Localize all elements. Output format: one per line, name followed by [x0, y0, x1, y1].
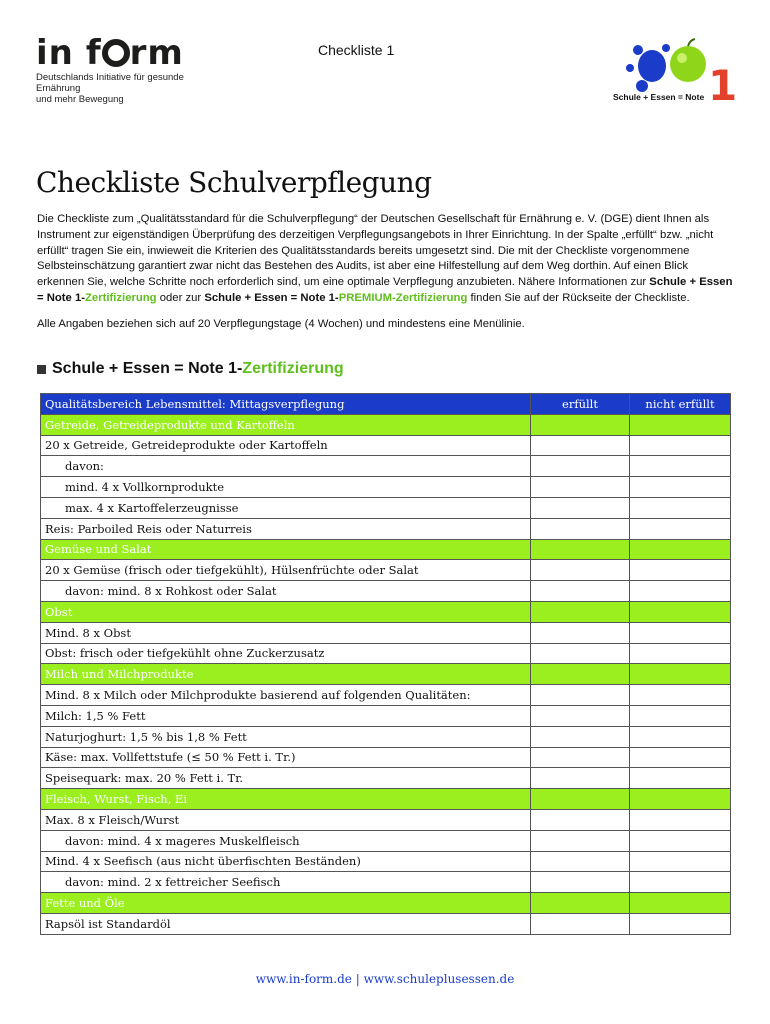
- fulfilled-checkbox-cell[interactable]: [531, 560, 630, 581]
- category-row: [41, 789, 731, 810]
- logo-o-ring: [102, 39, 130, 67]
- intro-green-part: PREMIUM-Zertifizierung: [338, 291, 468, 304]
- criterion-label: Käse: max. Vollfettstufe (≤ 50 % Fett i. Tr.): [41, 747, 531, 768]
- logo-word-in: in: [36, 33, 74, 73]
- intro-text-part: finden Sie auf der Rückseite der Checkliste.: [467, 291, 690, 304]
- fulfilled-checkbox-cell[interactable]: [531, 913, 630, 934]
- category-label: Gemüse und Salat: [41, 539, 531, 560]
- table-row: [41, 622, 731, 643]
- not-fulfilled-checkbox-cell[interactable]: [630, 435, 731, 456]
- criterion-label: Mind. 8 x Milch oder Milchprodukte basierend auf folgenden Qualitäten:: [41, 685, 531, 706]
- category-row: [41, 414, 731, 435]
- intro-bold-part: Schule + Essen = Note 1-: [37, 276, 733, 304]
- fulfilled-checkbox-cell[interactable]: [531, 414, 630, 435]
- not-fulfilled-checkbox-cell[interactable]: [630, 664, 731, 685]
- fulfilled-checkbox-cell[interactable]: [531, 747, 630, 768]
- not-fulfilled-checkbox-cell[interactable]: [630, 581, 731, 602]
- fulfilled-checkbox-cell[interactable]: [531, 768, 630, 789]
- criterion-label: Mind. 8 x Obst: [41, 622, 531, 643]
- category-row: [41, 539, 731, 560]
- table-row: [41, 768, 731, 789]
- category-label: Getreide, Getreideprodukte und Kartoffeln: [41, 414, 531, 435]
- logo-letters-rm: rm: [129, 33, 184, 73]
- blue-splash-icon: [626, 44, 670, 92]
- table-row: [41, 518, 731, 539]
- criterion-label: Naturjoghurt: 1,5 % bis 1,8 % Fett: [41, 726, 531, 747]
- logo-tagline: [36, 72, 216, 105]
- intro-text-part: Die Checkliste zum „Qualitätsstandard für die Schulverpflegung“ der Deutschen Gesellschaft für Ernährung e. V. (DGE) dient Ihnen als Instrument zur eigenständigen Überprüfung des derzeitigen Verpflegungsangebots in Ihrer Einrichtung. In der Spalte „erfüllt“ bzw. „nicht erfüllt“ tragen Sie ein, inwieweit die Kriterien des Qualitätsstandards bereits umgesetzt sind. Die mit der Checkliste vorgenommene Selbsteinschätzung garantiert zwar nicht das Bestehen des Audits, ist aber eine Hilfestellung auf dem Weg dorthin. Auf einen Blick erkennen Sie, welche Schritte noch erforderlich sind, um eine optimale Verpflegung anzubieten. Nähere Informationen zur: [37, 213, 714, 289]
- table-row: [41, 830, 731, 851]
- table-body: [41, 414, 731, 934]
- fulfilled-checkbox-cell[interactable]: [531, 622, 630, 643]
- table-row: [41, 726, 731, 747]
- category-label: Milch und Milchprodukte: [41, 664, 531, 685]
- criterion-label: Max. 8 x Fleisch/Wurst: [41, 809, 531, 830]
- fulfilled-checkbox-cell[interactable]: [531, 518, 630, 539]
- checklist-number: Checkliste 1: [318, 42, 395, 58]
- criterion-label: davon:: [41, 456, 531, 477]
- emblem-label: Schule + Essen = Note: [613, 92, 705, 102]
- table-row: [41, 851, 731, 872]
- criterion-label: davon: mind. 8 x Rohkost oder Salat: [41, 581, 531, 602]
- not-fulfilled-checkbox-cell[interactable]: [630, 539, 731, 560]
- criterion-label: 20 x Gemüse (frisch oder tiefgekühlt), Hülsenfrüchte oder Salat: [41, 560, 531, 581]
- fulfilled-checkbox-cell[interactable]: [531, 789, 630, 810]
- section-title-black: Schule + Essen = Note 1-: [52, 360, 243, 377]
- category-label: Obst: [41, 601, 531, 622]
- footer-links[interactable]: www.in-form.de | www.schuleplusessen.de: [255, 972, 515, 986]
- fulfilled-checkbox-cell[interactable]: [531, 872, 630, 893]
- table-row: [41, 497, 731, 518]
- not-fulfilled-checkbox-cell[interactable]: [630, 705, 731, 726]
- column-header-not-fulfilled: nicht erfüllt: [630, 394, 731, 415]
- intro-bold-part: Schule + Essen = Note 1-: [204, 291, 339, 304]
- criterion-label: Obst: frisch oder tiefgekühlt ohne Zuckerzusatz: [41, 643, 531, 664]
- emblem-number: 1: [708, 61, 738, 106]
- fulfilled-checkbox-cell[interactable]: [531, 601, 630, 622]
- inform-logo: [36, 33, 216, 105]
- not-fulfilled-checkbox-cell[interactable]: [630, 747, 731, 768]
- bullet-square-icon: [37, 365, 46, 374]
- table-row: [41, 477, 731, 498]
- not-fulfilled-checkbox-cell[interactable]: [630, 830, 731, 851]
- criterion-label: davon: mind. 2 x fettreicher Seefisch: [41, 872, 531, 893]
- column-header-criteria: Qualitätsbereich Lebensmittel: Mittagsverpflegung: [41, 394, 531, 415]
- table-row: [41, 456, 731, 477]
- criterion-label: Speisequark: max. 20 % Fett i. Tr.: [41, 768, 531, 789]
- table-header-row: [41, 394, 731, 415]
- section-heading: [37, 360, 344, 378]
- logo-word-form: [85, 33, 184, 73]
- not-fulfilled-checkbox-cell[interactable]: [630, 622, 731, 643]
- fulfilled-checkbox-cell[interactable]: [531, 851, 630, 872]
- table-row: [41, 747, 731, 768]
- not-fulfilled-checkbox-cell[interactable]: [630, 456, 731, 477]
- table-row: [41, 581, 731, 602]
- fulfilled-checkbox-cell[interactable]: [531, 581, 630, 602]
- category-row: [41, 601, 731, 622]
- table-row: [41, 560, 731, 581]
- logo-letter-f: f: [85, 33, 102, 73]
- not-fulfilled-checkbox-cell[interactable]: [630, 497, 731, 518]
- fulfilled-checkbox-cell[interactable]: [531, 685, 630, 706]
- criterion-label: Milch: 1,5 % Fett: [41, 705, 531, 726]
- intro-paragraph-2: Alle Angaben beziehen sich auf 20 Verpflegungstage (4 Wochen) und mindestens eine Menülinie.: [37, 317, 525, 330]
- fulfilled-checkbox-cell[interactable]: [531, 726, 630, 747]
- table-row: [41, 913, 731, 934]
- category-label: Fette und Öle: [41, 893, 531, 914]
- logo-wordmark: [36, 33, 216, 73]
- table-row: [41, 435, 731, 456]
- not-fulfilled-checkbox-cell[interactable]: [630, 560, 731, 581]
- fulfilled-checkbox-cell[interactable]: [531, 477, 630, 498]
- table-row: [41, 705, 731, 726]
- fulfilled-checkbox-cell[interactable]: [531, 809, 630, 830]
- fulfilled-checkbox-cell[interactable]: [531, 893, 630, 914]
- fulfilled-checkbox-cell[interactable]: [531, 456, 630, 477]
- fulfilled-checkbox-cell[interactable]: [531, 830, 630, 851]
- section-title-green: Zertifizierung: [242, 360, 344, 377]
- intro-text: [37, 212, 737, 343]
- criterion-label: davon: mind. 4 x mageres Muskelfleisch: [41, 830, 531, 851]
- intro-green-part: Zertifizierung: [85, 291, 157, 304]
- not-fulfilled-checkbox-cell[interactable]: [630, 518, 731, 539]
- not-fulfilled-checkbox-cell[interactable]: [630, 768, 731, 789]
- fulfilled-checkbox-cell[interactable]: [531, 643, 630, 664]
- table-row: [41, 643, 731, 664]
- criterion-label: Reis: Parboiled Reis oder Naturreis: [41, 518, 531, 539]
- green-apple-icon: [670, 39, 706, 82]
- criterion-label: max. 4 x Kartoffelerzeugnisse: [41, 497, 531, 518]
- criterion-label: 20 x Getreide, Getreideprodukte oder Kartoffeln: [41, 435, 531, 456]
- not-fulfilled-checkbox-cell[interactable]: [630, 789, 731, 810]
- logo-tagline-line-1: Deutschlands Initiative für gesunde Ernährung: [36, 72, 184, 94]
- not-fulfilled-checkbox-cell[interactable]: [630, 913, 731, 934]
- criterion-label: mind. 4 x Vollkornprodukte: [41, 477, 531, 498]
- not-fulfilled-checkbox-cell[interactable]: [630, 414, 731, 435]
- criterion-label: Rapsöl ist Standardöl: [41, 913, 531, 934]
- category-row: [41, 893, 731, 914]
- logo-tagline-line-2: und mehr Bewegung: [36, 94, 124, 105]
- fulfilled-checkbox-cell[interactable]: [531, 664, 630, 685]
- table-row: [41, 685, 731, 706]
- intro-text-part: oder zur: [156, 291, 205, 304]
- not-fulfilled-checkbox-cell[interactable]: [630, 726, 731, 747]
- fulfilled-checkbox-cell[interactable]: [531, 705, 630, 726]
- not-fulfilled-checkbox-cell[interactable]: [630, 872, 731, 893]
- not-fulfilled-checkbox-cell[interactable]: [630, 809, 731, 830]
- not-fulfilled-checkbox-cell[interactable]: [630, 685, 731, 706]
- column-header-fulfilled: erfüllt: [531, 394, 630, 415]
- category-label: Fleisch, Wurst, Fisch, Ei: [41, 789, 531, 810]
- not-fulfilled-checkbox-cell[interactable]: [630, 601, 731, 622]
- table-row: [41, 872, 731, 893]
- fulfilled-checkbox-cell[interactable]: [531, 539, 630, 560]
- fulfilled-checkbox-cell[interactable]: [531, 435, 630, 456]
- table-row: [41, 809, 731, 830]
- not-fulfilled-checkbox-cell[interactable]: [630, 643, 731, 664]
- not-fulfilled-checkbox-cell[interactable]: [630, 851, 731, 872]
- fulfilled-checkbox-cell[interactable]: [531, 497, 630, 518]
- intro-paragraph-1: [37, 212, 737, 307]
- page-title: Checkliste Schulverpflegung: [36, 166, 432, 199]
- criterion-label: Mind. 4 x Seefisch (aus nicht überfischten Beständen): [41, 851, 531, 872]
- checklist-table: [40, 393, 731, 935]
- category-row: [41, 664, 731, 685]
- not-fulfilled-checkbox-cell[interactable]: [630, 477, 731, 498]
- not-fulfilled-checkbox-cell[interactable]: [630, 893, 731, 914]
